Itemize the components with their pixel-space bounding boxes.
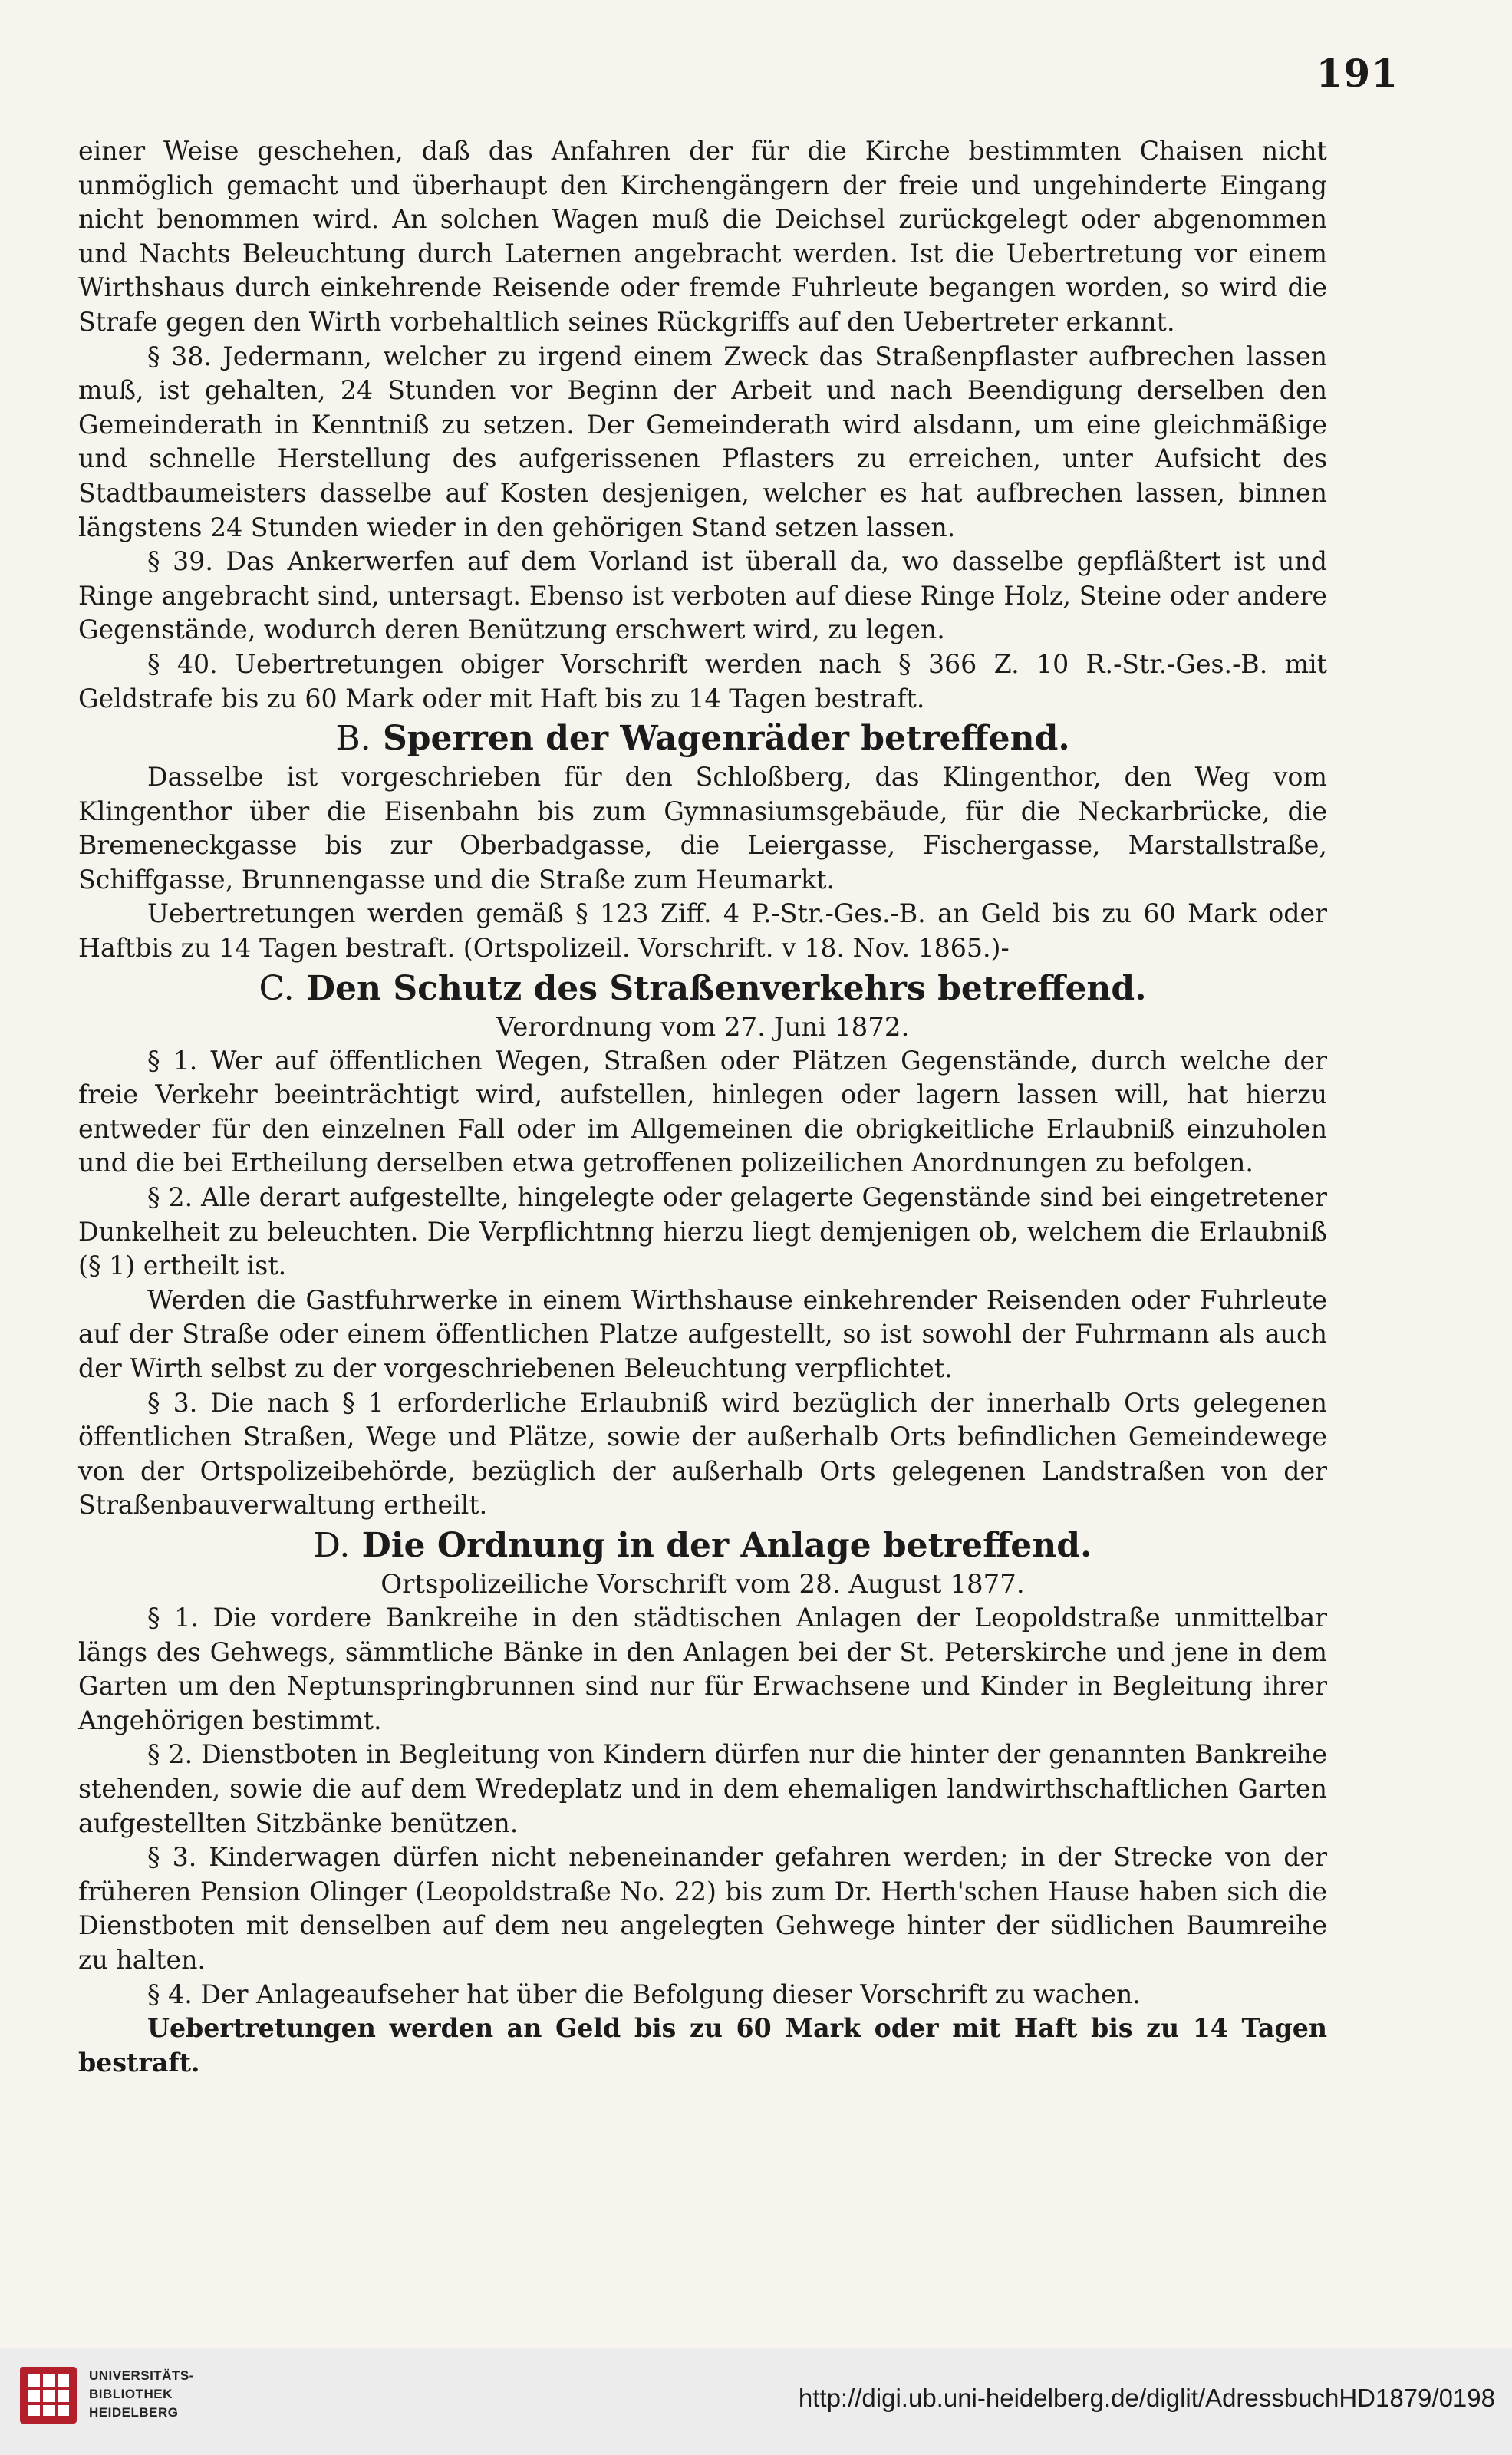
source-url-link[interactable]: http://digi.ub.uni-heidelberg.de/diglit/AdressbuchHD1879/0198 — [798, 2384, 1495, 2412]
paragraph: § 1. Die vordere Bankreihe in den städtischen Anlagen der Leopoldstraße unmittelbar längs des Gehwegs, sämmtliche Bänke in den Anlagen bei der St. Peterskirche und jene in dem Garten um den Neptunspringbrunnen sind nur für Erwachsene und Kinder in Begleitung ihrer Angehörigen bestimmt. — [78, 1602, 1327, 1735]
paragraph: Uebertretungen werden an Geld bis zu 60 Mark oder mit Haft bis zu 14 Tagen bestraft. — [78, 2013, 1327, 2078]
section-title: Sperren der Wagenräder betreffend. — [382, 719, 1070, 759]
section-heading-d — [78, 1526, 1327, 1566]
paragraph: § 4. Der Anlageaufseher hat über die Befolgung dieser Vorschrift zu wachen. — [147, 1979, 1141, 2009]
paragraph: einer Weise geschehen, daß das Anfahren der für die Kirche bestimmten Chaisen nicht unmöglich gemacht und überhaupt den Kirchengängern der freie und ungehinderte Eingang nicht benommen wird. An solchen Wagen muß die Deichsel zurückgelegt oder abgenommen und Nachts Beleuchtung durch Laternen angebracht werden. Ist die Uebertretung vor einem Wirthshaus durch einkehrende Reisende oder fremde Fuhrleute begangen worden, so wird die Strafe gegen den Wirth vorbehaltlich seines Rückgriffs auf den Uebertreter erkannt. — [78, 136, 1327, 337]
page-number: 191 — [1316, 51, 1398, 96]
paragraph: § 3. Die nach § 1 erforderliche Erlaubniß wird bezüglich der innerhalb Orts gelegenen öffentlichen Straßen, Wege und Plätze, sowie der außerhalb Orts befindlichen Gemeindewege von der Ortspolizeibehörde, bezüglich der außerhalb Orts gelegenen Landstraßen von der Straßenbauverwaltung ertheilt. — [78, 1387, 1327, 1521]
paragraph: Dasselbe ist vorgeschrieben für den Schloßberg, das Klingenthor, den Weg vom Klingenthor über die Eisenbahn bis zum Gymnasiumsgebäude, für die Neckarbrücke, die Bremeneckgasse bis zur Oberbadgasse, die Leiergasse, Fischergasse, Marstallstraße, Schiffgasse, Brunnengasse und die Straße zum Heumarkt. — [78, 762, 1327, 895]
paragraph: § 2. Alle derart aufgestellte, hingelegte oder gelagerte Gegenstände sind bei eingetretener Dunkelheit zu beleuchten. Die Verpflichtnng hierzu liegt demjenigen ob, welchem die Erlaubniß (§ 1) ertheilt ist. — [78, 1182, 1327, 1281]
section-title: Die Ordnung in der Anlage betreffend. — [361, 1525, 1092, 1565]
section-letter: D. — [313, 1525, 351, 1565]
paragraph: § 3. Kinderwagen dürfen nicht nebeneinander gefahren werden; in der Strecke von der früheren Pension Olinger (Leopoldstraße No. 22) bis zum Dr. Herth'schen Hause haben sich die Dienstboten mit denselben auf dem neu angelegten Gehwege hinter der südlichen Baumreihe zu halten. — [78, 1842, 1327, 1975]
section-letter: C. — [259, 968, 295, 1008]
logo-line: HEIDELBERG — [89, 2405, 179, 2420]
section-letter: B. — [335, 719, 371, 759]
document-body — [78, 134, 1327, 2080]
paragraph: § 1. Wer auf öffentlichen Wegen, Straßen oder Plätzen Gegenstände, durch welche der freie Verkehr beeinträchtigt wird, aufstellen, hinlegen oder lagern lassen will, hat hierzu entweder für den einzelnen Fall oder im Allgemeinen die obrigkeitliche Erlaubniß einzuholen und die bei Ertheilung derselben etwa getroffenen polizeilichen Anordnungen zu befolgen. — [78, 1045, 1327, 1178]
logo-line: BIBLIOTHEK — [89, 2387, 173, 2401]
paragraph: § 2. Dienstboten in Begleitung von Kindern dürfen nur die hinter der genannten Bankreihe stehenden, sowie die auf dem Wredeplatz und in dem ehemaligen landwirthschaftlichen Garten aufgestellten Sitzbänke benützen. — [78, 1739, 1327, 1838]
paragraph: § 40. Uebertretungen obiger Vorschrift werden nach § 366 Z. 10 R.-Str.-Ges.-B. mit Geldstrafe bis zu 60 Mark oder mit Haft bis zu 14 Tagen bestraft. — [78, 648, 1327, 713]
section-heading-c — [78, 969, 1327, 1009]
university-library-logo — [14, 2356, 198, 2440]
section-title: Den Schutz des Straßenverkehrs betreffend. — [305, 968, 1147, 1008]
paragraph: § 38. Jedermann, welcher zu irgend einem Zweck das Straßenpflaster aufbrechen lassen muß, ist gehalten, 24 Stunden vor Beginn der Arbeit und nach Beendigung derselben den Gemeinderath in Kenntniß zu setzen. Der Gemeinderath wird alsdann, um eine gleichmäßige und schnelle Herstellung des aufgerissenen Pflasters zu erreichen, unter Aufsicht des Stadtbaumeisters dasselbe auf Kosten desjenigen, welcher es hat aufbrechen lassen, binnen längstens 24 Stunden wieder in den gehörigen Stand setzen lassen. — [78, 341, 1327, 542]
logo-line: UNIVERSITÄTS- — [89, 2368, 194, 2383]
section-subheading: Ortspolizeiliche Vorschrift vom 28. August 1877. — [380, 1568, 1025, 1600]
paragraph: § 39. Das Ankerwerfen auf dem Vorland ist überall da, wo dasselbe gepfläßtert ist und Ringe angebracht sind, untersagt. Ebenso ist verboten auf diese Ringe Holz, Steine oder andere Gegenstände, wodurch deren Benützung erschwert wird, zu legen. — [78, 546, 1327, 645]
section-subheading: Verordnung vom 27. Juni 1872. — [496, 1011, 910, 1043]
library-seal-icon — [14, 2361, 83, 2430]
paragraph: Uebertretungen werden gemäß § 123 Ziff. 4 P.-Str.-Ges.-B. an Geld bis zu 60 Mark oder Haftbis zu 14 Tagen bestraft. (Ortspolizeil. Vorschrift. v 18. Nov. 1865.)- — [78, 898, 1327, 964]
paragraph: Werden die Gastfuhrwerke in einem Wirthshause einkehrender Reisenden oder Fuhrleute auf der Straße oder einem öffentlichen Platze aufgestellt, so ist sowohl der Fuhrmann als auch der Wirth selbst zu der vorgeschriebenen Beleuchtung verpflichtet. — [78, 1284, 1327, 1383]
footer-bar — [0, 2348, 1512, 2455]
section-heading-b — [78, 719, 1327, 759]
logo-text — [89, 2367, 194, 2422]
